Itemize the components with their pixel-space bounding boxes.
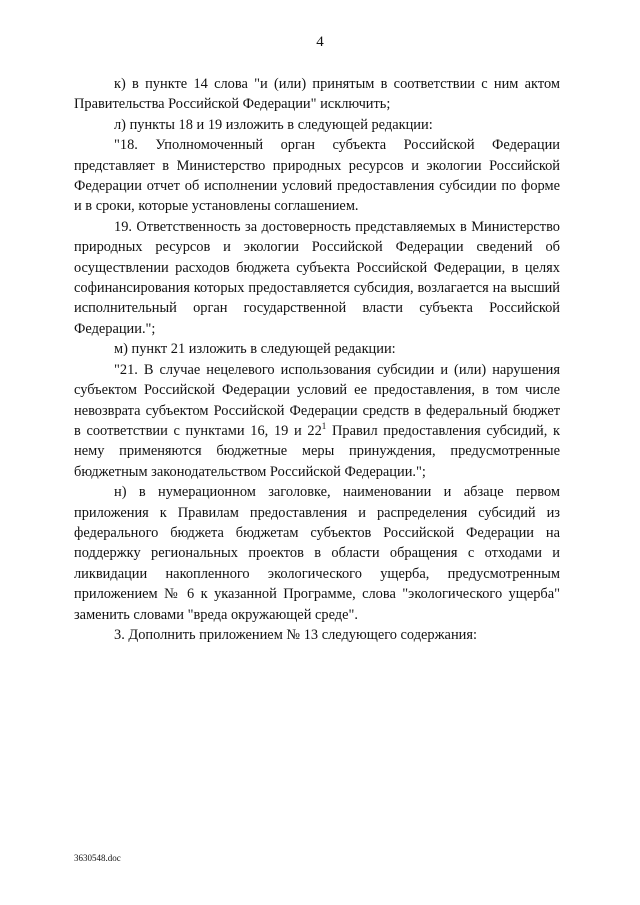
paragraph-18: "18. Уполномоченный орган субъекта Российской Федерации представляет в Министерство природных ресурсов и экологии Российской Федерации отчет об исполнении условий предоставления субсидии по форме и в сроки, которые установлены соглашением.: [74, 137, 560, 215]
file-name-footer: 3630548.doc: [74, 853, 121, 863]
page-number: 4: [316, 34, 324, 50]
paragraph-n: н) в нумерационном заголовке, наименовании и абзаце первом приложения к Правилам предоставления и распределения субсидий из федерального бюджета бюджетам субъектов Российской Федерации на поддержку региональных проектов в области обращения с отходами и ликвидации накопленного экологического ущерба, предусмотренным приложением № 6 к указанной Программе, слова "экологического ущерба" заменить словами "вреда окружающей среде".: [74, 484, 560, 623]
paragraph-m: м) пункт 21 изложить в следующей редакции:: [114, 341, 396, 358]
footnote-superscript: 1: [321, 421, 327, 432]
paragraph-21-text: "21. В случае нецелевого использования субсидии и (или) нарушения субъектом Российской Федерации условий ее предоставления, в том числе невозврата субъектом Российской Федерации средств в федеральный бюджет в соответствии с пунктами 16, 19 и 22: [74, 361, 560, 439]
paragraph-l: л) пункты 18 и 19 изложить в следующей редакции:: [114, 116, 433, 133]
paragraph-21-text-cont: Правил предоставления субсидий, к нему применяются бюджетные меры принуждения, предусмотренные бюджетным законодательством Российской Федерации.";: [74, 422, 560, 480]
document-body: [74, 74, 560, 645]
paragraph-3: 3. Дополнить приложением № 13 следующего содержания:: [114, 626, 477, 643]
paragraph-k: к) в пункте 14 слова "и (или) принятым в соответствии с ним актом Правительства Российской Федерации" исключить;: [74, 76, 560, 113]
paragraph-21: [74, 360, 560, 482]
paragraph-19: 19. Ответственность за достоверность представляемых в Министерство природных ресурсов и экологии Российской Федерации сведений об осуществлении расходов бюджета субъекта Российской Федерации, в целях софинансирования которых предоставляется субсидия, возлагается на высший исполнительный орган государственной власти субъекта Российской Федерации.";: [74, 218, 560, 337]
